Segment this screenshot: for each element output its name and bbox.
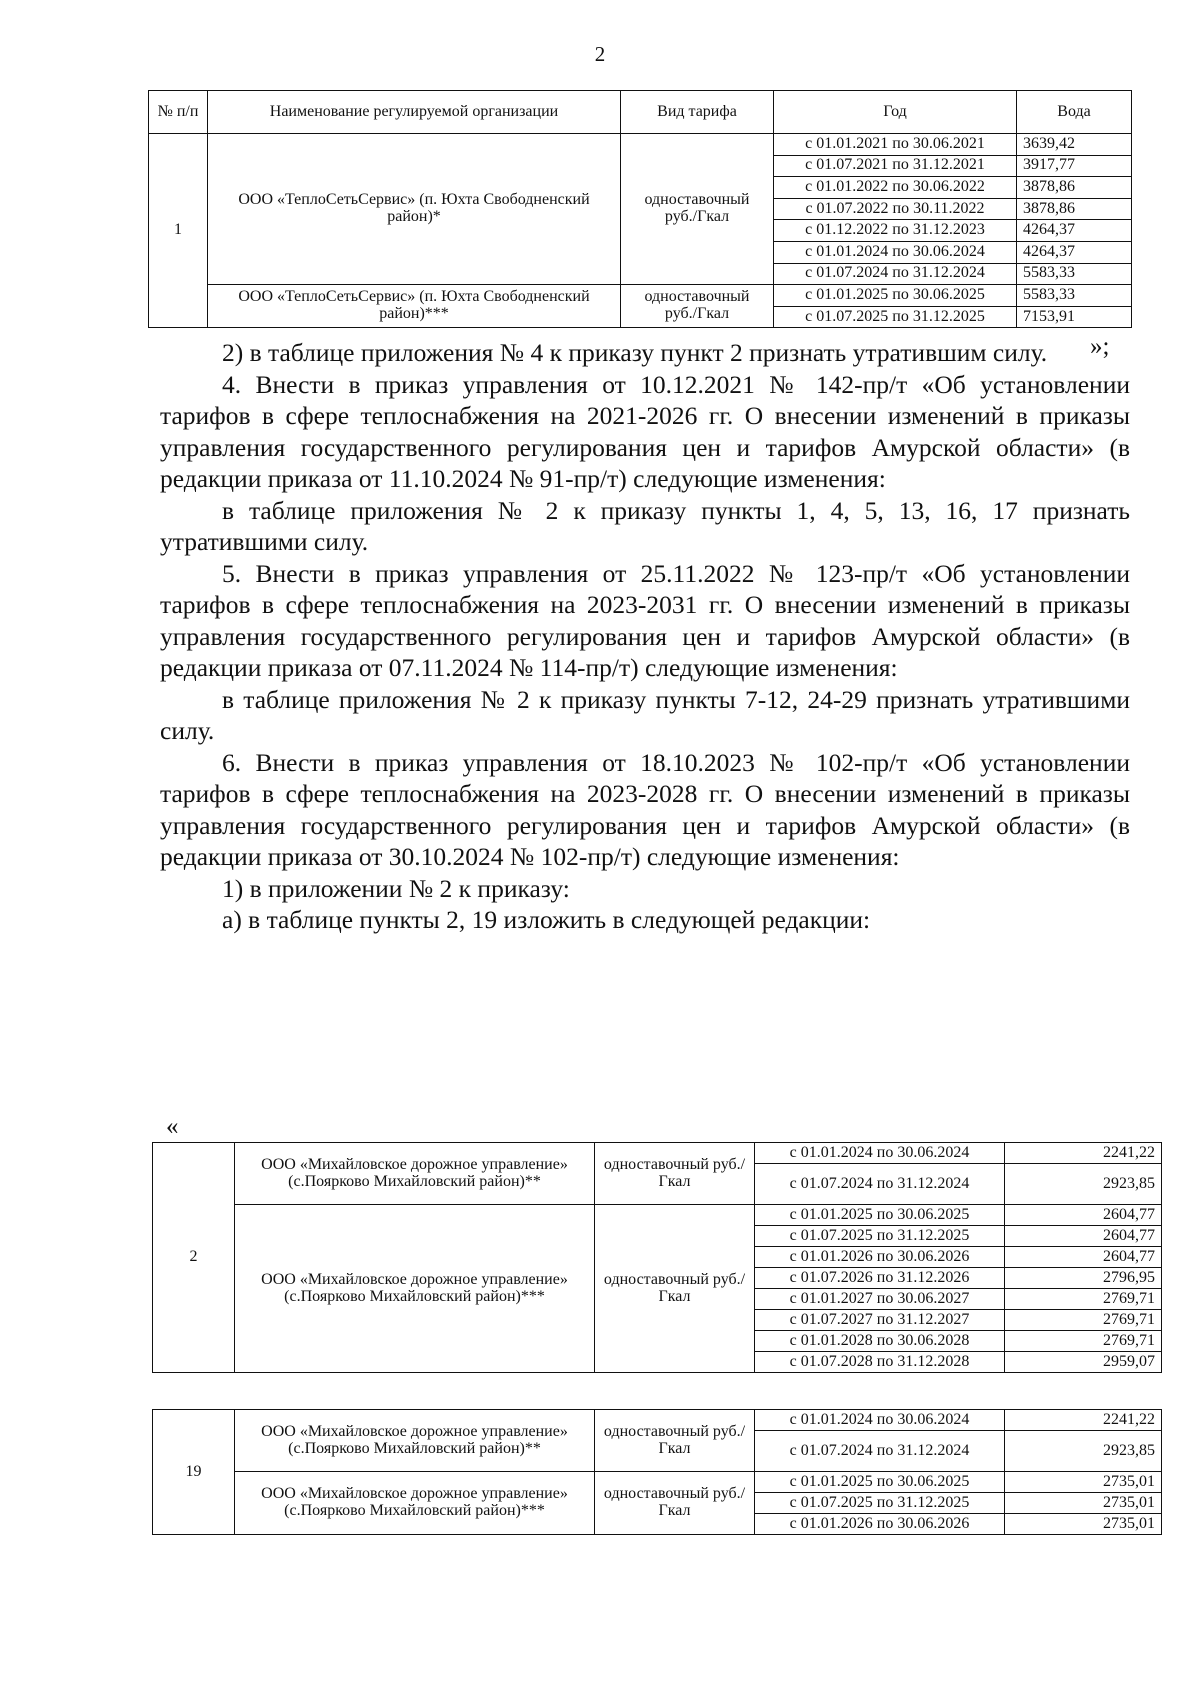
row-number-cell: 19	[153, 1410, 235, 1535]
value-cell: 2769,71	[1005, 1310, 1162, 1331]
tariff-table-1	[148, 90, 1132, 328]
paragraph: 5. Внести в приказ управления от 25.11.2022 № 123-пр/т «Об установлении тарифов в сфере теплоснабжения на 2023-2031 гг. О внесении изменений в приказы управления государственного регулирования цен и тарифов Амурской области» (в редакции приказа от 07.11.2024 № 114-пр/т) следующие изменения:	[160, 558, 1130, 682]
value-cell: 2735,01	[1005, 1472, 1162, 1493]
period-cell: с 01.01.2025 по 30.06.2025	[755, 1472, 1005, 1493]
period-cell: с 01.07.2024 по 31.12.2024	[755, 1164, 1005, 1205]
tariff-type-cell: одноставочный руб./Гкал	[595, 1205, 755, 1373]
table-row	[149, 285, 1132, 307]
value-cell: 2241,22	[1005, 1410, 1162, 1431]
value-cell: 2604,77	[1005, 1226, 1162, 1247]
period-cell: с 01.07.2022 по 30.11.2022	[774, 198, 1017, 220]
period-cell: с 01.12.2022 по 31.12.2023	[774, 220, 1017, 242]
value-cell: 3878,86	[1017, 198, 1132, 220]
value-cell: 2959,07	[1005, 1352, 1162, 1373]
value-cell: 2769,71	[1005, 1331, 1162, 1352]
period-cell: с 01.07.2025 по 31.12.2025	[755, 1226, 1005, 1247]
period-cell: с 01.07.2021 по 31.12.2021	[774, 155, 1017, 177]
organization-cell: ООО «Михайловское дорожное управление» (с.Поярково Михайловский район)**	[235, 1143, 595, 1205]
period-cell: с 01.01.2021 по 30.06.2021	[774, 134, 1017, 156]
value-cell: 5583,33	[1017, 263, 1132, 285]
period-cell: с 01.01.2024 по 30.06.2024	[774, 241, 1017, 263]
value-cell: 2604,77	[1005, 1205, 1162, 1226]
paragraph: 2) в таблице приложения № 4 к приказу пункт 2 признать утратившим силу.	[222, 338, 1048, 367]
period-cell: с 01.01.2026 по 30.06.2026	[755, 1514, 1005, 1535]
period-cell: с 01.01.2024 по 30.06.2024	[755, 1410, 1005, 1431]
value-cell: 3878,86	[1017, 177, 1132, 199]
row-number-cell: 1	[149, 134, 208, 328]
row-number-cell: 2	[153, 1143, 235, 1373]
tariff-type-cell: одноставочный руб./Гкал	[621, 285, 774, 328]
header-tariff: Вид тарифа	[621, 91, 774, 134]
period-cell: с 01.07.2028 по 31.12.2028	[755, 1352, 1005, 1373]
value-cell: 4264,37	[1017, 241, 1132, 263]
tariff-table-item-2	[152, 1142, 1162, 1373]
period-cell: с 01.01.2025 по 30.06.2025	[774, 285, 1017, 307]
organization-cell: ООО «ТеплоСетьСервис» (п. Юхта Свободненский район)*	[208, 134, 621, 285]
period-cell: с 01.01.2026 по 30.06.2026	[755, 1247, 1005, 1268]
value-cell: 2923,85	[1005, 1431, 1162, 1472]
period-cell: с 01.07.2027 по 31.12.2027	[755, 1310, 1005, 1331]
period-cell: с 01.07.2025 по 31.12.2025	[755, 1493, 1005, 1514]
paragraph: в таблице приложения № 2 к приказу пункты 1, 4, 5, 13, 16, 17 признать утратившими силу.	[160, 495, 1130, 556]
page-number: 2	[594, 42, 606, 66]
value-cell: 7153,91	[1017, 306, 1132, 328]
period-cell: с 01.01.2027 по 30.06.2027	[755, 1289, 1005, 1310]
organization-cell: ООО «ТеплоСетьСервис» (п. Юхта Свободненский район)***	[208, 285, 621, 328]
opening-quote: «	[166, 1113, 179, 1140]
period-cell: с 01.01.2025 по 30.06.2025	[755, 1205, 1005, 1226]
header-num: № п/п	[149, 91, 208, 134]
tariff-type-cell: одноставочный руб./Гкал	[595, 1143, 755, 1205]
table-row	[153, 1205, 1162, 1226]
period-cell: с 01.07.2024 по 31.12.2024	[755, 1431, 1005, 1472]
tariff-type-cell: одноставочный руб./Гкал	[595, 1472, 755, 1535]
value-cell: 2241,22	[1005, 1143, 1162, 1164]
organization-cell: ООО «Михайловское дорожное управление» (с.Поярково Михайловский район)***	[235, 1472, 595, 1535]
header-water: Вода	[1017, 91, 1132, 134]
paragraph: 1) в приложении № 2 к приказу:	[222, 873, 570, 903]
value-cell: 5583,33	[1017, 285, 1132, 307]
tariff-type-cell: одноставочный руб./Гкал	[621, 134, 774, 285]
value-cell: 2604,77	[1005, 1247, 1162, 1268]
value-cell: 2769,71	[1005, 1289, 1162, 1310]
paragraph: в таблице приложения № 2 к приказу пункты 7-12, 24-29 признать утратившими силу.	[160, 684, 1130, 745]
tariff-table-item-19	[152, 1409, 1162, 1535]
value-cell: 3917,77	[1017, 155, 1132, 177]
table-row	[153, 1472, 1162, 1493]
period-cell: с 01.07.2026 по 31.12.2026	[755, 1268, 1005, 1289]
header-year: Год	[774, 91, 1017, 134]
value-cell: 4264,37	[1017, 220, 1132, 242]
paragraph: 4. Внести в приказ управления от 10.12.2021 № 142-пр/т «Об установлении тарифов в сфере теплоснабжения на 2021-2026 гг. О внесении изменений в приказы управления государственного регулирования цен и тарифов Амурской области» (в редакции приказа от 11.10.2024 № 91-пр/т) следующие изменения:	[160, 369, 1130, 493]
table-row	[149, 134, 1132, 156]
tariff-type-cell: одноставочный руб./Гкал	[595, 1410, 755, 1472]
value-cell: 2735,01	[1005, 1493, 1162, 1514]
header-org: Наименование регулируемой организации	[208, 91, 621, 134]
value-cell: 2923,85	[1005, 1164, 1162, 1205]
document-body	[160, 337, 1130, 936]
table-row	[153, 1143, 1162, 1164]
period-cell: с 01.01.2024 по 30.06.2024	[755, 1143, 1005, 1164]
period-cell: с 01.07.2024 по 31.12.2024	[774, 263, 1017, 285]
period-cell: с 01.01.2028 по 30.06.2028	[755, 1331, 1005, 1352]
period-cell: с 01.01.2022 по 30.06.2022	[774, 177, 1017, 199]
paragraph: 6. Внести в приказ управления от 18.10.2023 № 102-пр/т «Об установлении тарифов в сфере теплоснабжения на 2023-2028 гг. О внесении изменений в приказы управления государственного регулирования цен и тарифов Амурской области» (в редакции приказа от 30.10.2024 № 102-пр/т) следующие изменения:	[160, 747, 1130, 871]
organization-cell: ООО «Михайловское дорожное управление» (с.Поярково Михайловский район)***	[235, 1205, 595, 1373]
table-header-row	[149, 91, 1132, 134]
closing-quote: »;	[1090, 333, 1110, 360]
organization-cell: ООО «Михайловское дорожное управление» (с.Поярково Михайловский район)**	[235, 1410, 595, 1472]
table-row	[153, 1410, 1162, 1431]
value-cell: 2796,95	[1005, 1268, 1162, 1289]
value-cell: 3639,42	[1017, 134, 1132, 156]
paragraph: а) в таблице пункты 2, 19 изложить в следующей редакции:	[222, 905, 871, 934]
period-cell: с 01.07.2025 по 31.12.2025	[774, 306, 1017, 328]
value-cell: 2735,01	[1005, 1514, 1162, 1535]
